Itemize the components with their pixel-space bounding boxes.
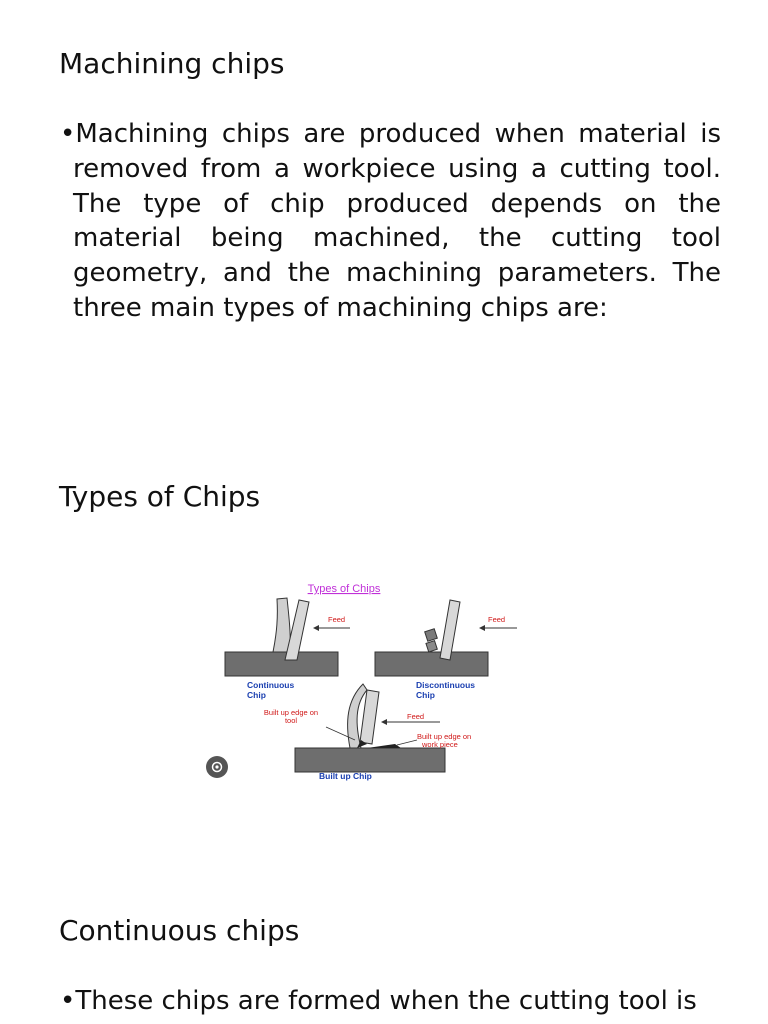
heading-continuous-chips: Continuous chips — [59, 914, 300, 947]
continuous-label-line2: Chip — [247, 690, 266, 700]
feed-label-discontinuous: Feed — [488, 615, 506, 624]
bue-tool-label-line1: Built up edge on — [263, 708, 319, 717]
feed-label-continuous: Feed — [328, 615, 346, 624]
built-up-chip-diagram — [264, 684, 471, 781]
figure-title: Types of Chips — [307, 583, 381, 595]
bullet-continuous-chips: •These chips are formed when the cutting tool is — [60, 986, 697, 1016]
discontinuous-label-line2: Chip — [416, 690, 435, 700]
continuous-label-line1: Continuous — [247, 680, 295, 690]
bue-work-label-line1: Built up edge on — [417, 732, 472, 741]
heading-machining-chips: Machining chips — [59, 47, 285, 80]
bue-work-label-line2: work piece — [422, 740, 458, 749]
feed-label-built-up: Feed — [407, 712, 425, 721]
heading-types-of-chips: Types of Chips — [59, 480, 261, 513]
lens-icon[interactable] — [206, 756, 228, 778]
bue-tool-label-line2: tool — [284, 716, 298, 725]
discontinuous-chip-diagram — [375, 600, 517, 700]
bullet-machining-chips: •Machining chips are produced when material is removed from a workpiece using a cutting tool. The type of chip produced depends on the material being machined, the cutting tool geometry, and the machining parameters. The three main types of machining chips are: — [60, 119, 721, 323]
discontinuous-label-line1: Discontinuous — [416, 680, 476, 690]
types-of-chips-figure — [195, 572, 570, 802]
continuous-chip-diagram — [225, 598, 350, 700]
built-up-chip-label: Built up Chip — [319, 771, 372, 781]
